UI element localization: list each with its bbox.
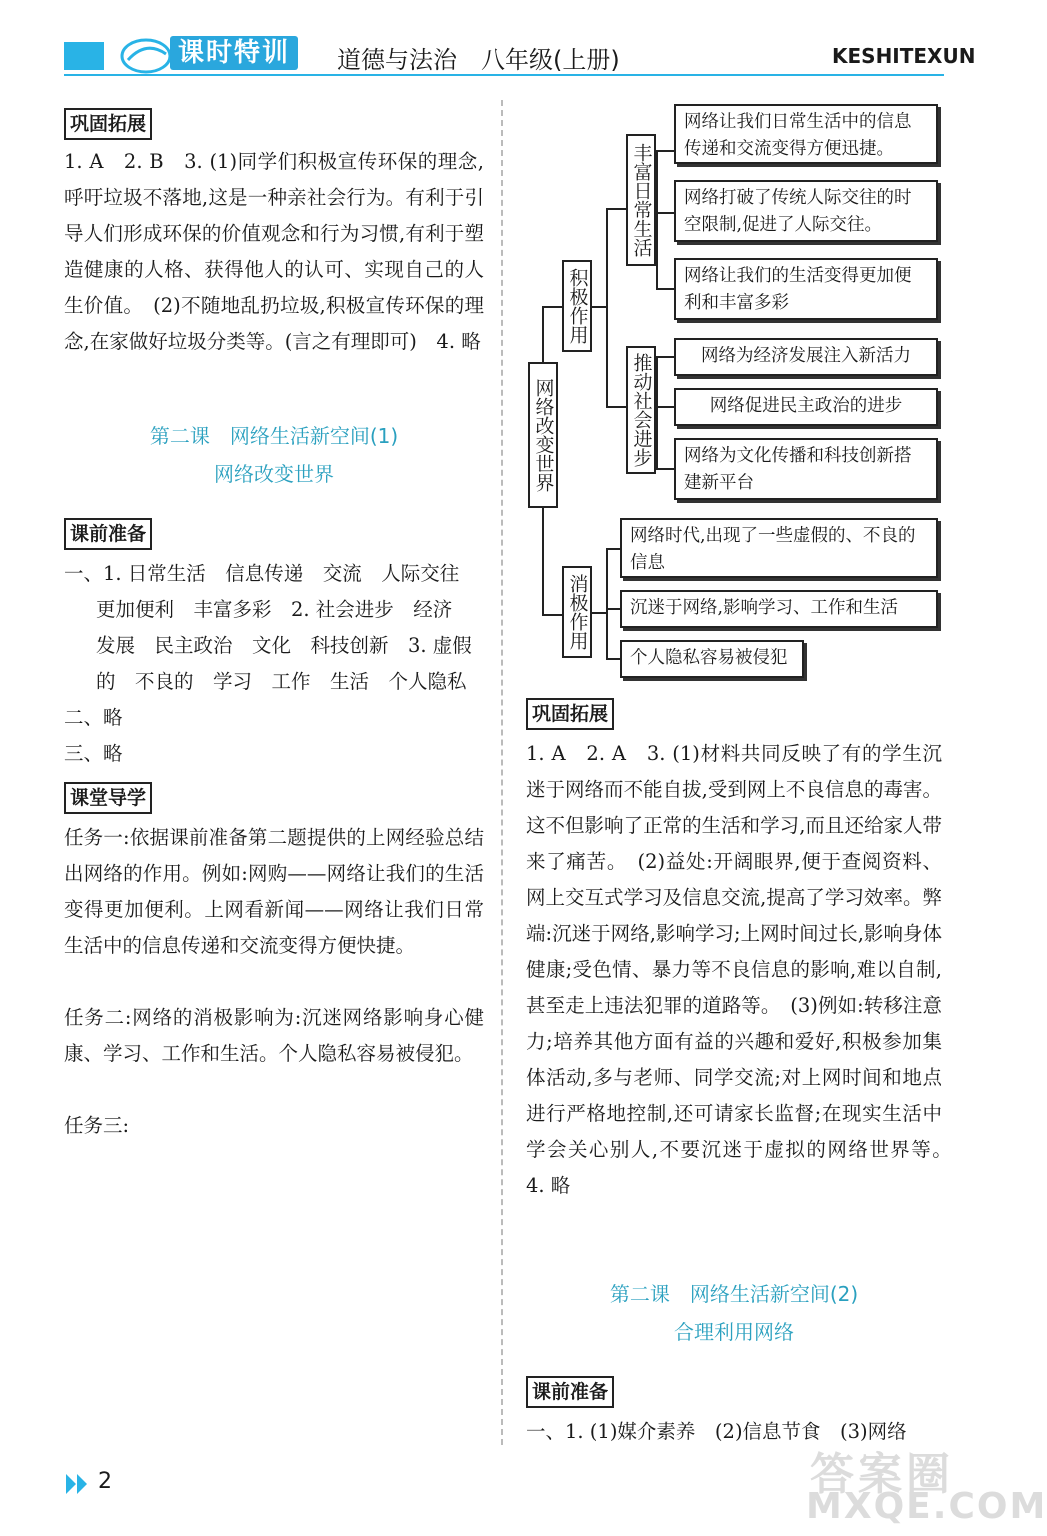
task-2: 任务二:网络的消极影响为:沉迷网络影响身心健康、学习、工作和生活。个人隐私容易被侵犯。 bbox=[64, 1006, 484, 1065]
mindmap-connector bbox=[656, 212, 674, 214]
column-divider bbox=[501, 100, 503, 1445]
mindmap-enrich-life: 丰富日常生活 bbox=[626, 134, 656, 266]
mindmap-connector bbox=[656, 468, 674, 470]
mindmap-promote-society: 推动社会进步 bbox=[626, 346, 656, 474]
task-1: 任务一:依据课前准备第二题提供的上网经验总结出网络的作用。例如:网购——网络让我们的生活变得更加便利。上网看新闻——网络让我们日常生活中的信息传递和交流变得方便快捷。 bbox=[64, 826, 484, 957]
watermark-text: 答案圈 bbox=[810, 1449, 954, 1500]
answer-paragraph-1: 1. A 2. B 3. (1)同学们积极宣传环保的理念,呼吁垃圾不落地,这是一种亲社会行为。有利于引导人们形成环保的价值观念和行为习惯,有利于塑造健康的人格、获得他人的认可、实现自己的人生价值。 (2)不随地乱扔垃圾,积极宣传环保的理念,在家做好垃圾分类等。(言之有理即可) 4. 略 bbox=[64, 150, 484, 353]
mindmap-connector bbox=[606, 658, 620, 660]
mindmap-root: 网络改变世界 bbox=[528, 362, 558, 508]
section-tag-prep-2: 课前准备 bbox=[526, 1376, 614, 1408]
mindmap-leaf: 网络让我们日常生活中的信息传递和交流变得方便迅捷。 bbox=[674, 104, 938, 164]
mindmap-connector bbox=[656, 150, 658, 288]
section-tag-prep: 课前准备 bbox=[64, 518, 152, 550]
mindmap-connector bbox=[606, 548, 620, 550]
prep-line-4: 的 不良的 学习 工作 生活 个人隐私 bbox=[96, 670, 467, 693]
prep-line-6: 三、略 bbox=[64, 742, 123, 765]
header-color-block bbox=[64, 42, 104, 70]
mindmap-connector bbox=[606, 406, 626, 408]
prep-line-1: 一、1. 日常生活 信息传递 交流 人际交往 bbox=[64, 562, 460, 585]
mindmap-connector bbox=[606, 208, 626, 210]
mindmap-connector bbox=[542, 508, 544, 614]
prep-line-5: 二、略 bbox=[64, 706, 123, 729]
mindmap-leaf: 网络为文化传播和科技创新搭建新平台 bbox=[674, 438, 938, 500]
mindmap-positive: 积极作用 bbox=[562, 260, 592, 352]
section-tag-consolidate-2: 巩固拓展 bbox=[526, 698, 614, 730]
double-chevron-icon bbox=[64, 1472, 94, 1496]
mindmap-leaf: 沉迷于网络,影响学习、工作和生活 bbox=[620, 590, 938, 628]
mindmap-connector bbox=[656, 356, 674, 358]
mindmap-leaf: 网络让我们的生活变得更加便利和丰富多彩 bbox=[674, 258, 938, 320]
mindmap-connector bbox=[542, 614, 562, 616]
subject-title: 道德与法治 八年级(上册) bbox=[337, 46, 620, 74]
mindmap-connector bbox=[656, 150, 674, 152]
answer-paragraph-2: 1. A 2. A 3. (1)材料共同反映了有的学生沉迷于网络而不能自拔,受到网上不良信息的毒害。这不但影响了正常的生活和学习,而且还给家人带来了痛苦。 (2)益处:开阔眼界,便于查阅资料、网上交互式学习及信息交流,提高了学习效率。弊端:沉迷于网络,影响学习;上网时间过长,影响身体健康;受色情、暴力等不良信息的影响,难以自制,甚至走上违法犯罪的道路等。 (3)例如:转移注意力;培养其他方面有益的兴趣和爱好,积极参加集体活动,多与老师、同学交流;对上网时间和地点进行严格地控制,还可请家长监督;在现实生活中学会关心别人,不要沉迷于虚拟的网络世界等。 4. 略 bbox=[526, 742, 962, 1197]
prep-line-right-1: 一、1. (1)媒介素养 (2)信息节食 (3)网络 bbox=[526, 1420, 907, 1443]
mindmap-leaf: 个人隐私容易被侵犯 bbox=[620, 640, 804, 678]
mindmap-connector bbox=[656, 288, 674, 290]
lesson-title: 第二课 网络生活新空间(1) bbox=[149, 424, 399, 448]
prep-line-3: 发展 民主政治 文化 科技创新 3. 虚假 bbox=[96, 634, 472, 657]
section-tag-classroom: 课堂导学 bbox=[64, 782, 152, 814]
watermark-url: MXQE.COM bbox=[806, 1486, 1047, 1527]
task-3: 任务三: bbox=[64, 1114, 130, 1137]
mindmap-leaf: 网络为经济发展注入新活力 bbox=[674, 338, 938, 376]
mindmap-connector bbox=[606, 608, 620, 610]
mindmap-connector bbox=[656, 406, 674, 408]
section-tag-consolidate: 巩固拓展 bbox=[64, 108, 152, 140]
mindmap-connector bbox=[606, 548, 608, 660]
brand-pinyin: KESHITEXUN bbox=[832, 44, 976, 68]
mindmap-connector bbox=[592, 306, 606, 308]
lesson-subtitle-2: 合理利用网络 bbox=[674, 1320, 794, 1344]
mindmap-negative: 消极作用 bbox=[562, 566, 592, 658]
mindmap-leaf: 网络促进民主政治的进步 bbox=[674, 388, 938, 426]
lesson-title-2: 第二课 网络生活新空间(2) bbox=[609, 1282, 859, 1306]
prep-line-2: 更加便利 丰富多彩 2. 社会进步 经济 bbox=[96, 598, 453, 621]
mindmap-connector bbox=[656, 356, 658, 468]
mindmap-leaf: 网络时代,出现了一些虚假的、不良的信息 bbox=[620, 518, 938, 578]
mindmap-leaf: 网络打破了传统人际交往的时空限制,促进了人际交往。 bbox=[674, 180, 938, 242]
mindmap-connector bbox=[542, 306, 544, 362]
header-divider bbox=[64, 74, 944, 76]
mindmap-connector bbox=[592, 612, 606, 614]
mindmap-connector bbox=[606, 208, 608, 408]
brand-title: 课时特训 bbox=[170, 36, 298, 70]
page-number: 2 bbox=[98, 1469, 112, 1494]
mindmap-connector bbox=[542, 306, 562, 308]
lesson-subtitle: 网络改变世界 bbox=[214, 462, 334, 486]
